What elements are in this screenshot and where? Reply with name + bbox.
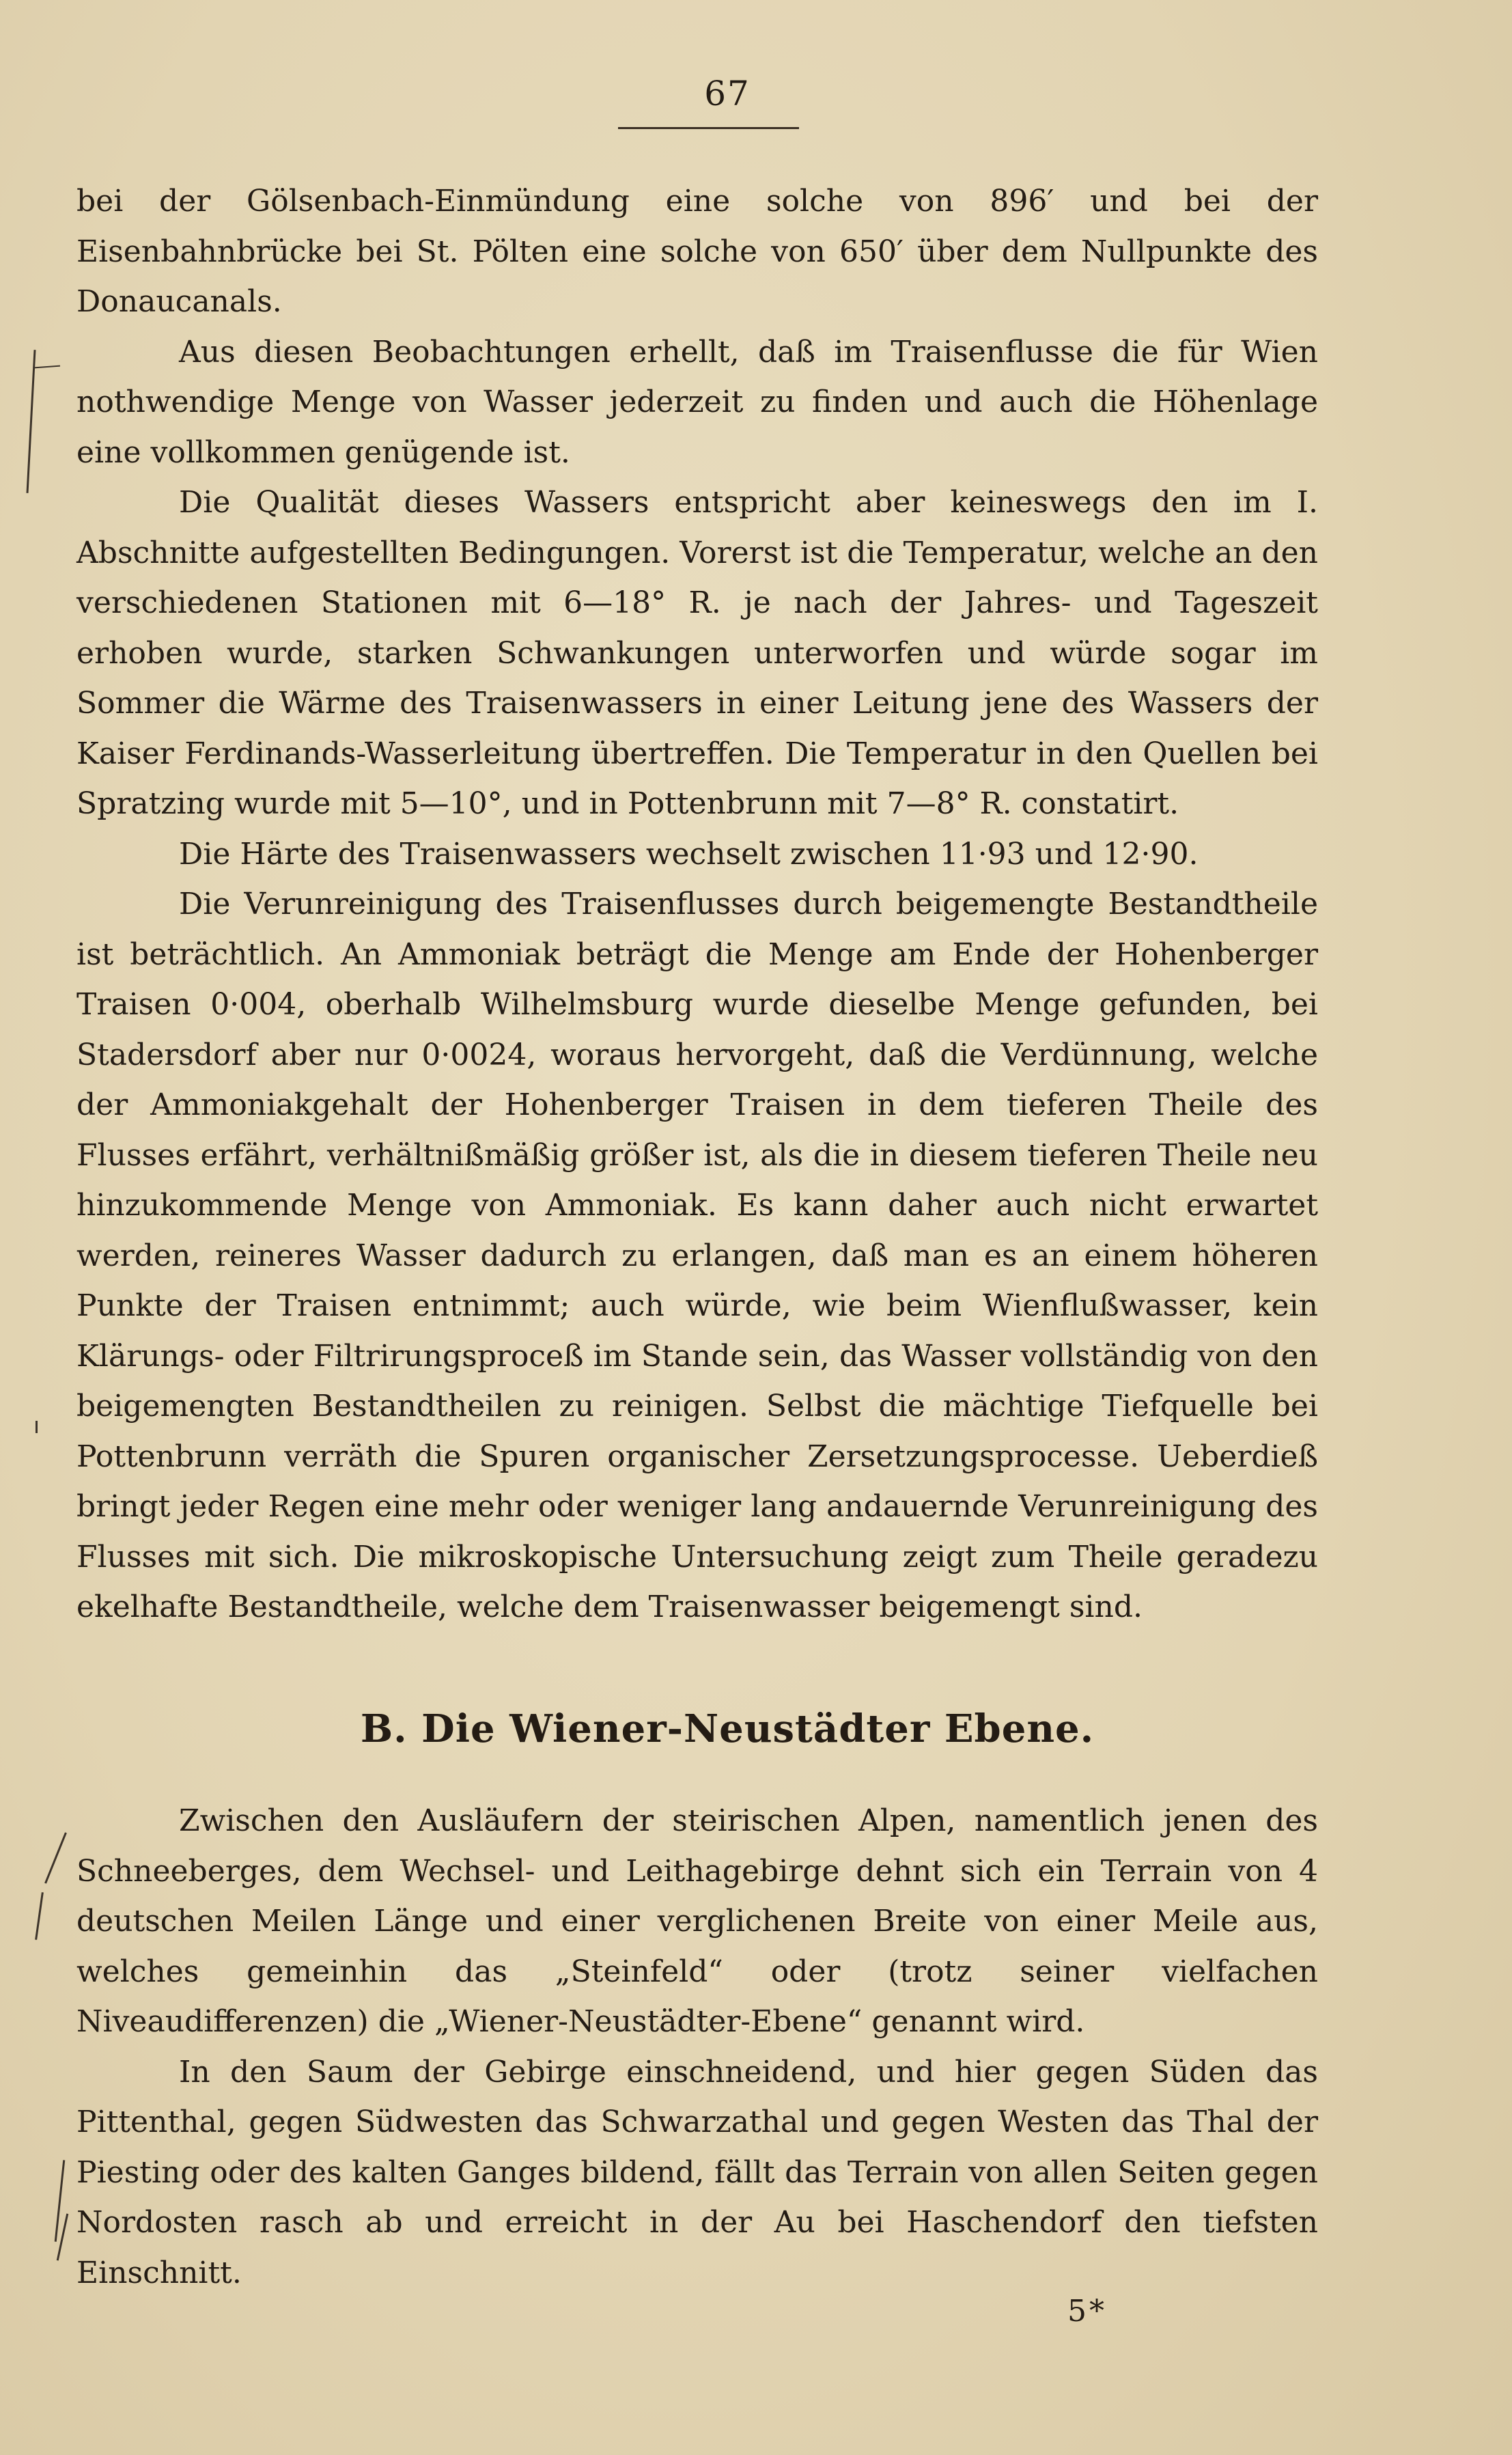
paragraph: Die Qualität dieses Wassers entspricht aber keineswegs den im I. Abschnitte aufgestellten Bedingungen. Vorerst ist die Temperatur, welche an den verschiedenen Stationen mit 6—18° R. je nach der Jahres- und Tageszeit erhoben wurde, starken Schwankungen unterworfen und würde sogar im Sommer die Wärme des Traisenwassers in einer Leitung jene des Wassers der Kaiser Ferdinands-Wasserleitung übertreffen. Die Temperatur in den Quellen bei Spratzing wurde mit 5—10°, und in Pottenbrunn mit 7—8° R. constatirt.: [76, 485, 1318, 821]
paragraph: Die Verunreinigung des Traisenflusses durch beigemengte Bestandtheile ist beträchtlich. An Ammoniak beträgt die Menge am Ende der Hohenberger Traisen 0·004, oberhalb Wilhelmsburg wurde dieselbe Menge gefunden, bei Stadersdorf aber nur 0·0024, woraus hervorgeht, daß die Verdünnung, welche der Ammoniakgehalt der Hohenberger Traisen in dem tieferen Theile des Flusses erfährt, verhältnißmäßig größer ist, als die in diesem tieferen Theile neu hinzukommende Menge von Ammoniak. Es kann daher auch nicht erwartet werden, reineres Wasser dadurch zu erlangen, daß man es an einem höheren Punkte der Traisen entnimmt; auch würde, wie beim Wienflußwasser, kein Klärungs- oder Filtrirungsproceß im Stande sein, das Wasser vollständig von den beigemengten Bestandtheilen zu reinigen. Selbst die mächtige Tiefquelle bei Pottenbrunn verräth die Spuren organischer Zersetzungsprocesse. Ueberdieß bringt jeder Regen eine mehr oder weniger lang andauernde Verunreinigung des Flusses mit sich. Die mikroskopische Untersuchung zeigt zum Theile geradezu ekelhafte Bestandtheile, welche dem Traisenwasser beigemengt sind.: [76, 887, 1318, 1624]
margin-pencil-mark: [27, 350, 36, 493]
page-number: 67: [704, 74, 751, 113]
section-b-text: [76, 1796, 1318, 2298]
paragraph: In den Saum der Gebirge einschneidend, und hier gegen Süden das Pittenthal, gegen Südwesten das Schwarzathal und gegen Westen das Thal der Piesting oder des kalten Ganges bildend, fällt das Terrain von allen Seiten gegen Nordosten rasch ab und erreicht in der Au bei Haschendorf den tiefsten Einschnitt.: [76, 2054, 1318, 2290]
header-rule: [618, 127, 799, 129]
section-a-text: [76, 176, 1318, 1633]
margin-pencil-mark: [35, 1892, 44, 1940]
margin-pencil-mark: [36, 1421, 38, 1433]
signature-mark: 5*: [1067, 2294, 1107, 2329]
margin-pencil-mark: [44, 1832, 67, 1883]
section-heading: [0, 1706, 1512, 1751]
paragraph: Die Härte des Traisenwassers wechselt zwischen 11·93 und 12·90.: [179, 836, 1199, 872]
page-header: [0, 74, 1512, 113]
paragraph: Zwischen den Ausläufern der steirischen Alpen, namentlich jenen des Schneeberges, dem Wechsel- und Leithagebirge dehnt sich ein Terrain von 4 deutschen Meilen Länge und einer verglichenen Breite von einer Meile aus, welches gemeinhin das „Steinfeld“ oder (trotz seiner vielfachen Niveaudifferenzen) die „Wiener-Neustädter-Ebene“ genannt wird.: [76, 1803, 1318, 2039]
paragraph: bei der Gölsenbach-Einmündung eine solche von 896′ und bei der Eisenbahnbrücke bei St. Pölten eine solche von 650′ über dem Nullpunkte des Donaucanals.: [76, 184, 1318, 319]
paragraph: Aus diesen Beobachtungen erhellt, daß im Traisenflusse die für Wien nothwendige Menge von Wasser jederzeit zu finden und auch die Höhenlage eine vollkommen genügende ist.: [76, 334, 1318, 470]
margin-pencil-mark: [34, 365, 60, 369]
section-heading-text: B. Die Wiener-Neustädter Ebene.: [360, 1706, 1095, 1751]
